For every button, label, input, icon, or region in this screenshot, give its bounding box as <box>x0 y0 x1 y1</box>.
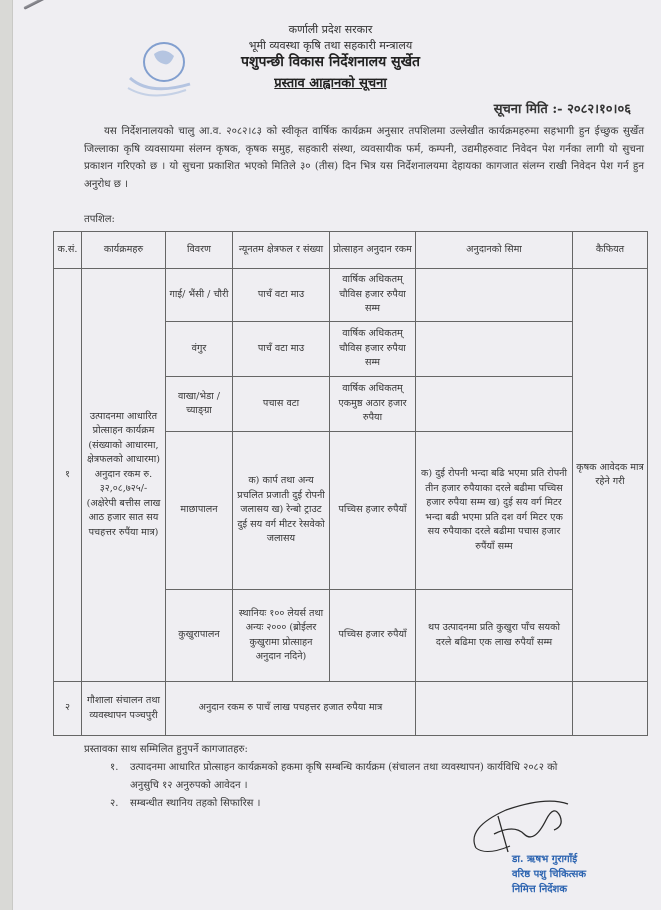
col-header-sn: क.सं. <box>54 232 82 269</box>
header-ministry: भूमी व्यवस्था कृषि तथा सहकारी मन्त्रालय <box>248 39 413 52</box>
row-limit <box>416 322 573 377</box>
notice-body: यस निर्देशनालयको चालु आ.व. २०८२।८३ को स्वीकृत वार्षिक कार्यक्रम अनुसार तपशिलमा उल्लेखीत कार्यक्रमहरुमा सहभागी हुन ईच्छुक सुर्खेत जिल्लाका कृषि व्यवसायमा संलग्न कृषक, कृषक समुह, सहकारी संस्था, व्यवसायीक फर्म, कम्पनी, उद्यमीहरुवाट निवेदन पेश गर्नका लागी यो सुचना प्रकाशन गरिएको छ । यो सुचना प्रकाशित भएको मितिले ३० (तीस) दिन भित्र यस निर्देशनालयमा देहायका कागजात संलग्न राखी निवेदन पेश गर्न हुन अनुरोध छ । <box>84 126 644 190</box>
list-item <box>110 759 565 795</box>
details-label: तपशिल: <box>84 214 115 225</box>
row-incentive: पच्चिस हजार रुपैयाँ <box>330 590 416 682</box>
col-header-programs: कार्यक्रमहरु <box>82 232 166 269</box>
table-header-row <box>54 232 648 269</box>
row-detail: वंगुर <box>166 322 233 377</box>
row-min-area: क) कार्प तथा अन्य प्रचलित प्रजाती दुई रोपनी जलासय ख) रेन्बो ट्राउट दुई सय वर्ग मीटर रेसवेको जलासय <box>233 432 330 590</box>
signatory-name: डा. ऋषभ गुरागाँई <box>512 854 578 865</box>
row-min-area: पाचँ वटा माउ <box>233 269 330 322</box>
header-province: कर्णाली प्रदेश सरकार <box>288 23 373 36</box>
table-row <box>54 682 648 736</box>
notice-date: सूचना मिति :- २०८२।१०।०६ <box>493 102 631 117</box>
list-item-text: सम्बन्धीत स्थानिय तहको सिफारिस । <box>130 798 261 809</box>
program2-limit <box>416 682 573 736</box>
col-header-detail: विवरण <box>166 232 233 269</box>
list-item-number: २. <box>110 798 119 809</box>
col-header-incentive: प्रोत्साहन अनुदान रकम <box>330 232 416 269</box>
program2-name: गौशाला संचालन तथा व्यवस्थापन पञ्चपुरी <box>82 682 166 736</box>
signatory-role: निमित्त निर्देशक <box>512 884 568 895</box>
row-limit <box>416 377 573 432</box>
required-documents-title: प्रस्तावका साथ सम्मिलित हुनुपर्ने कागजातहरु: <box>84 744 248 755</box>
row-detail: माछापालन <box>166 432 233 590</box>
row-detail: वाखा/भेडा / च्याङ्ग्रा <box>166 377 233 432</box>
list-item-text: उत्पादनमा आधारित प्रोत्साहन कार्यक्रमको हकमा कृषि सम्बन्धि कार्यक्रम (संचालन तथा व्यवस्थापन) कार्यविधि २०८२ को अनुसुचि १२ अनुरुपको आवेदन । <box>130 762 558 791</box>
row-min-area: पचास वटा <box>233 377 330 432</box>
row-incentive: पच्चिस हजार रुपैयाँ <box>330 432 416 590</box>
row-incentive: वार्षिक अधिकतम् चौविस हजार रुपैया सम्म <box>330 322 416 377</box>
signatory-block <box>512 852 586 897</box>
program2-sn: २ <box>54 682 82 736</box>
col-header-min-area: न्यूनतम क्षेत्रफल र संख्या <box>233 232 330 269</box>
table-row <box>54 269 648 322</box>
list-item-number: १. <box>110 762 119 773</box>
program1-remarks: कृषक आवेदक मात्र रहेने गरी <box>573 269 648 682</box>
row-min-area: स्थानियः १०० लेयर्स तथा अन्यः २००० (ब्रोईलर कुखुरामा प्रोत्साहन अनुदान नदिने) <box>233 590 330 682</box>
program2-remarks <box>573 682 648 736</box>
program1-name: उत्पादनमा आधारित प्रोत्साहन कार्यक्रम (संख्याको आधारमा, क्षेत्रफलको आधारमा) अनुदान रकम रु. ३२,०८,७२५/- (अक्षेरेपी बत्तीस लाख आठ हजार सात सय पचहत्तर रुपैंया मात्र) <box>82 269 166 682</box>
row-incentive: वार्षिक अधिकतम् एकमुष्ठ अठार हजार रुपैया <box>330 377 416 432</box>
row-detail: गाई/ भैंसी / चौरी <box>166 269 233 322</box>
program-table <box>53 231 648 736</box>
header-office: पशुपन्छी विकास निर्देशनालय सुर्खेत <box>241 54 420 70</box>
row-limit: क) दुई रोपनी भन्दा बढि भएमा प्रति रोपनी तीन हजार रुपैयाका दरले बढीमा पच्चिस हजार रुपैया सम्म ख) दुई सय वर्ग मिटर भन्दा बढी भएमा प्रति दश वर्ग मिटर एक सय रुपैयाका दरले बढीमा पचास हजार रुपैंयाँ सम्म <box>416 432 573 590</box>
row-min-area: पाचँ वटा माउ <box>233 322 330 377</box>
program1-sn: १ <box>54 269 82 682</box>
col-header-limit: अनुदानको सिमा <box>416 232 573 269</box>
program2-grant: अनुदान रकम रु पाचँ लाख पचहत्तर हजात रुपैया मात्र <box>166 682 416 736</box>
row-limit <box>416 269 573 322</box>
row-limit: थप उत्पादनमा प्रति कुखुरा पाँच सयको दरले बढिमा एक लाख रुपैयाँ सम्म <box>416 590 573 682</box>
signatory-designation: वरिष्ठ पशु चिकित्सक <box>512 869 587 880</box>
col-header-remarks: कैफियत <box>573 232 648 269</box>
signature-icon <box>468 796 578 858</box>
row-detail: कुखुरापालन <box>166 590 233 682</box>
notice-title: प्रस्ताव आह्वानको सूचना <box>274 76 387 91</box>
row-incentive: वार्षिक अधिकतम् चौविस हजार रुपैया सम्म <box>330 269 416 322</box>
